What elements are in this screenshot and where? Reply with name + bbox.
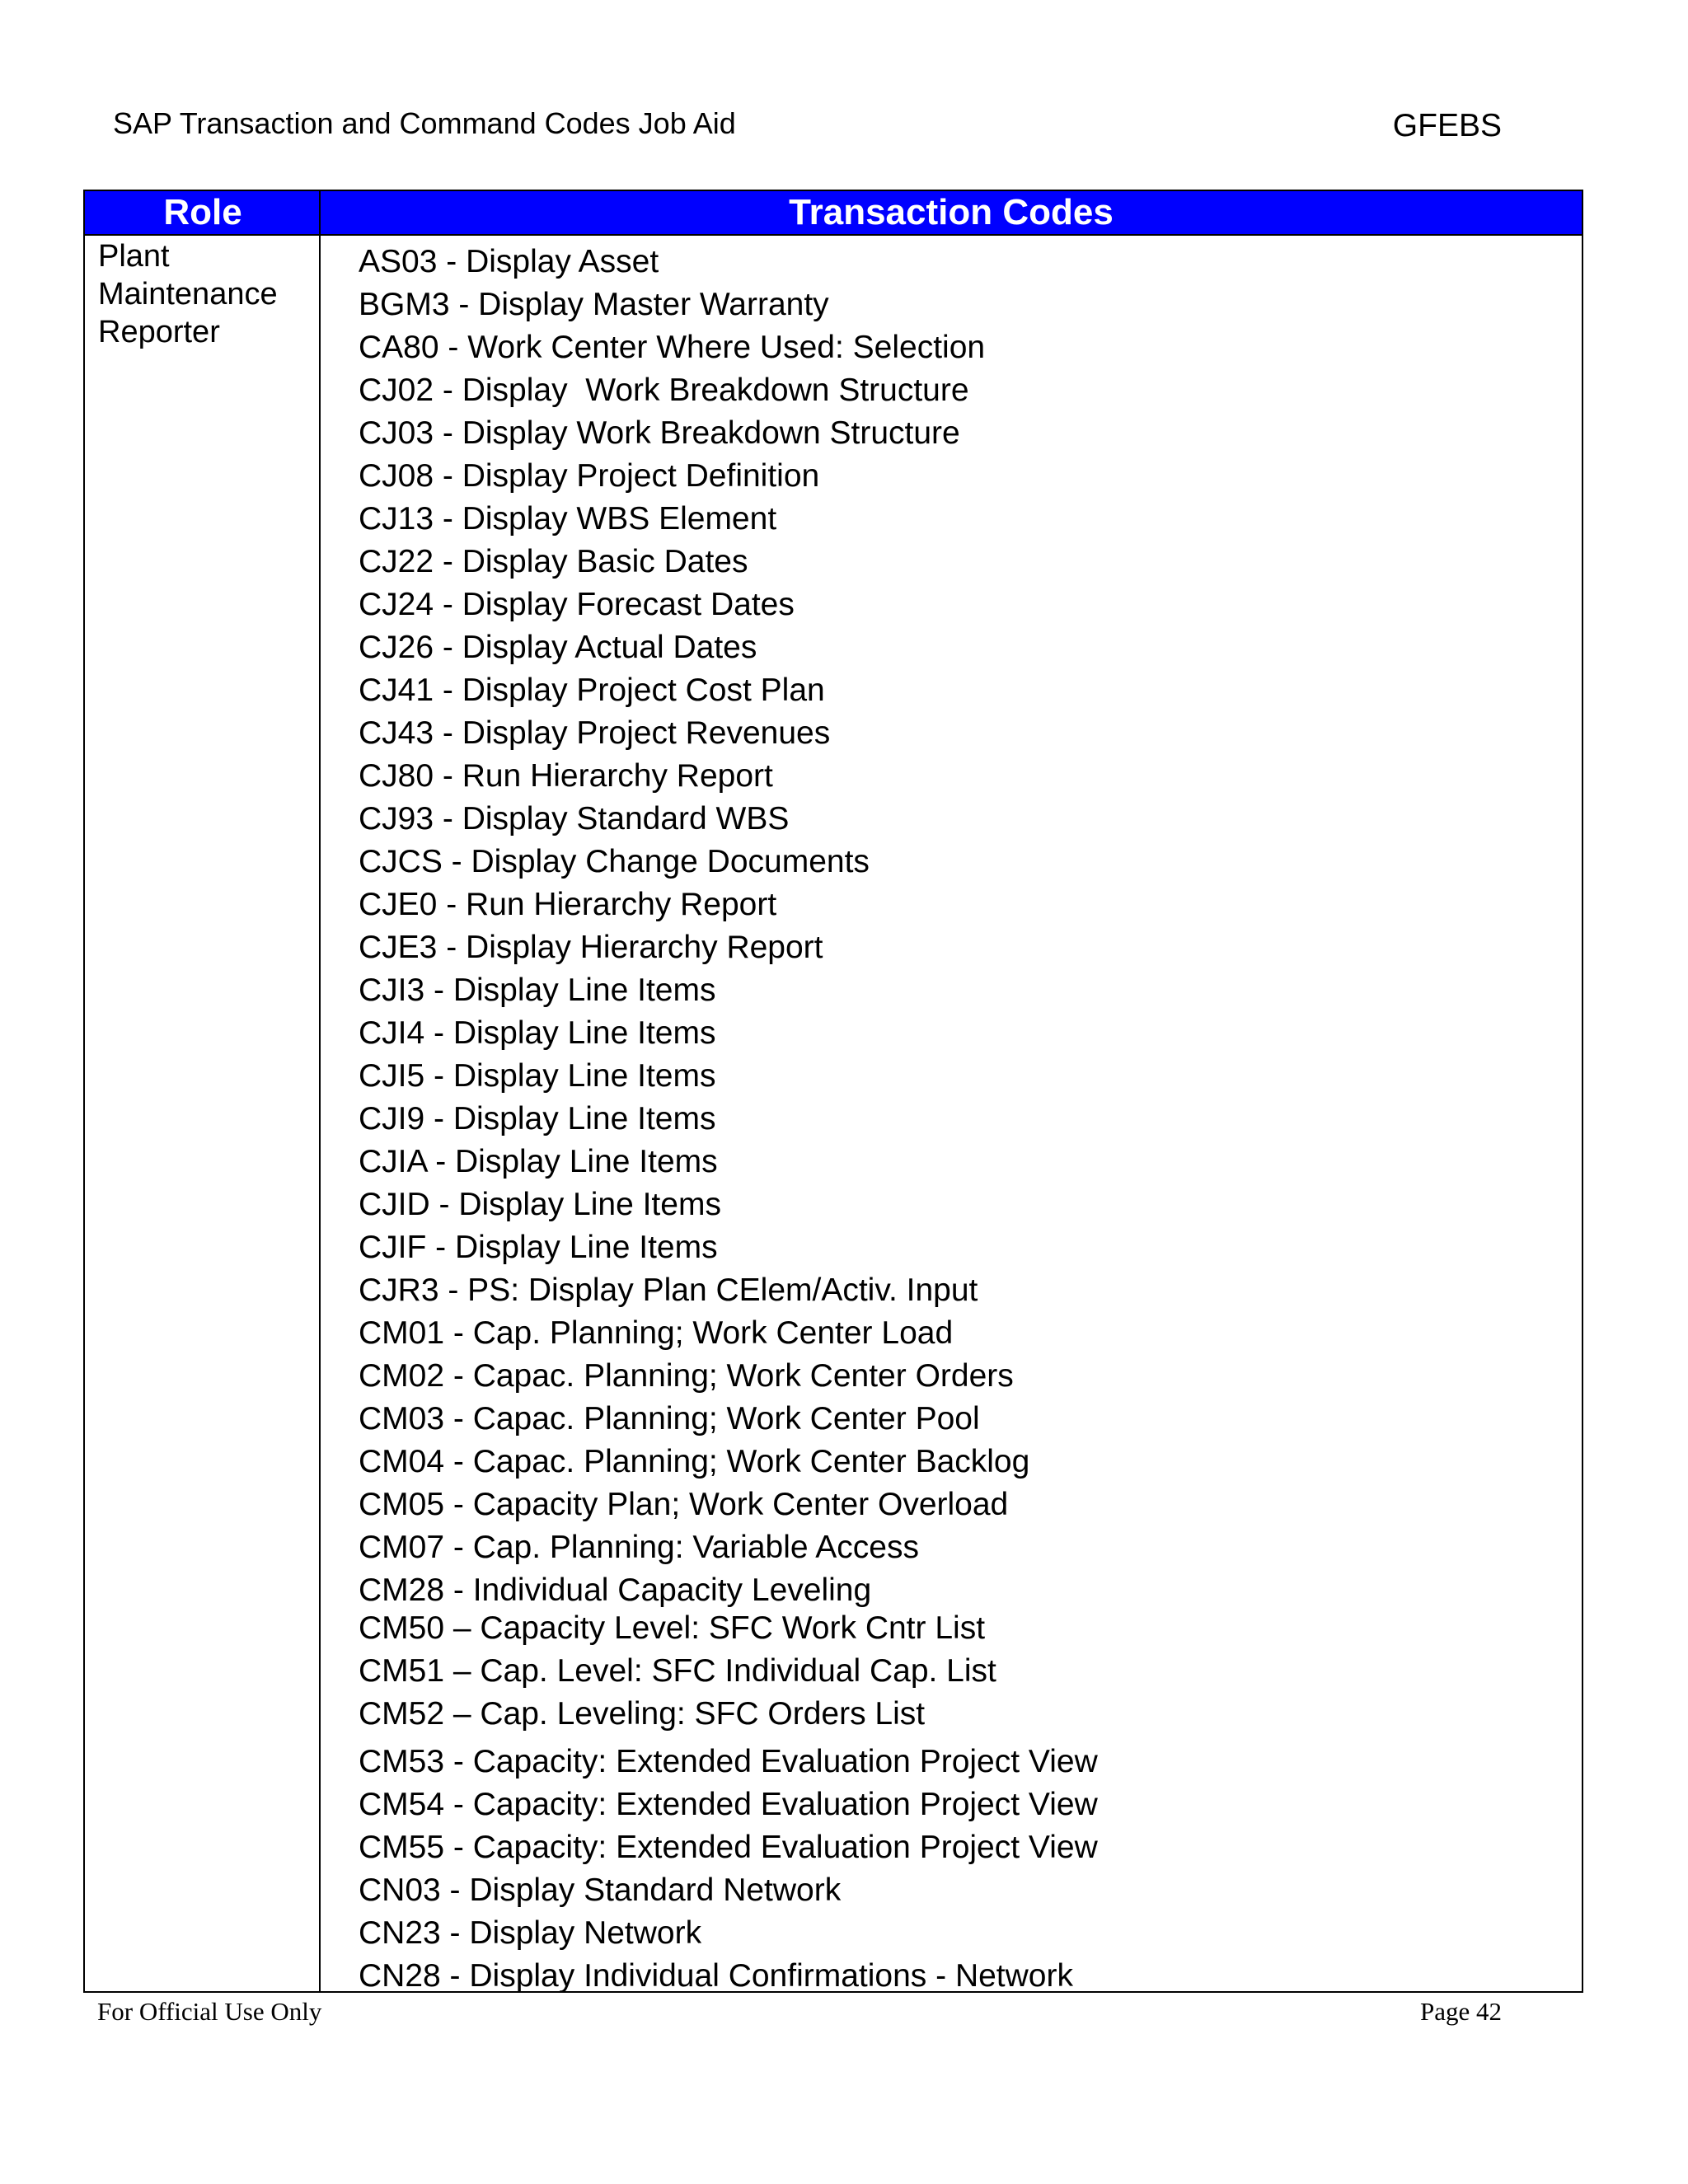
- list-item: CJ43 - Display Project Revenues: [359, 715, 831, 751]
- column-divider: [319, 191, 321, 1991]
- list-item: CJI5 - Display Line Items: [359, 1058, 716, 1094]
- list-item: CM03 - Capac. Planning; Work Center Pool: [359, 1401, 980, 1436]
- transaction-codes-table: [83, 190, 1583, 1993]
- list-item: CJR3 - PS: Display Plan CElem/Activ. Input: [359, 1272, 978, 1308]
- list-item: CN28 - Display Individual Confirmations - Network: [359, 1958, 1073, 1994]
- transaction-codes-list: [359, 241, 1098, 1998]
- list-item: CA80 - Work Center Where Used: Selection: [359, 330, 986, 365]
- list-item: CJE0 - Run Hierarchy Report: [359, 887, 777, 922]
- list-item: CJ02 - Display Work Breakdown Structure: [359, 373, 969, 408]
- list-item: CJIF - Display Line Items: [359, 1230, 718, 1265]
- table-header-row: [85, 191, 1582, 236]
- column-header-transaction-codes: Transaction Codes: [789, 192, 1114, 232]
- list-item: CM53 - Capacity: Extended Evaluation Project View: [359, 1744, 1098, 1779]
- list-item: CJ03 - Display Work Breakdown Structure: [359, 415, 960, 451]
- list-item: CM05 - Capacity Plan; Work Center Overload: [359, 1487, 1009, 1522]
- list-item: CJ08 - Display Project Definition: [359, 458, 820, 494]
- list-item: CM54 - Capacity: Extended Evaluation Project View: [359, 1787, 1098, 1822]
- column-header-role: Role: [163, 192, 242, 232]
- list-item: CJI3 - Display Line Items: [359, 972, 716, 1008]
- list-item: CJIA - Display Line Items: [359, 1144, 718, 1179]
- list-item: CJ26 - Display Actual Dates: [359, 630, 757, 665]
- list-item: CJ93 - Display Standard WBS: [359, 801, 790, 837]
- list-item: CM01 - Cap. Planning; Work Center Load: [359, 1315, 954, 1351]
- list-item: AS03 - Display Asset: [359, 244, 659, 279]
- role-line: Maintenance: [98, 277, 278, 312]
- list-item: CM55 - Capacity: Extended Evaluation Project View: [359, 1830, 1098, 1865]
- list-item: BGM3 - Display Master Warranty: [359, 287, 829, 322]
- list-item: CN03 - Display Standard Network: [359, 1872, 842, 1908]
- role-line: Plant: [98, 239, 170, 274]
- list-item: CJ24 - Display Forecast Dates: [359, 587, 795, 622]
- list-item: CJ22 - Display Basic Dates: [359, 544, 748, 579]
- system-name: GFEBS: [1392, 108, 1502, 143]
- list-item: CJE3 - Display Hierarchy Report: [359, 930, 823, 965]
- list-item: CM28 - Individual Capacity Leveling: [359, 1572, 872, 1608]
- list-item: CN23 - Display Network: [359, 1915, 702, 1951]
- list-item: CJID - Display Line Items: [359, 1187, 721, 1222]
- list-item: CJ41 - Display Project Cost Plan: [359, 673, 825, 708]
- list-item: CJI9 - Display Line Items: [359, 1101, 716, 1137]
- list-item: CM02 - Capac. Planning; Work Center Orders: [359, 1358, 1014, 1394]
- list-item: CM07 - Cap. Planning: Variable Access: [359, 1530, 919, 1565]
- footer-classification: For Official Use Only: [97, 1997, 322, 2026]
- role-cell: [98, 237, 312, 351]
- list-item: CM50 – Capacity Level: SFC Work Cntr List: [359, 1610, 986, 1646]
- role-line: Reporter: [98, 315, 220, 349]
- list-item: CJI4 - Display Line Items: [359, 1015, 716, 1051]
- list-item: CJ13 - Display WBS Element: [359, 501, 777, 537]
- footer-page-number: Page 42: [1419, 1997, 1502, 2026]
- list-item: CM51 – Cap. Level: SFC Individual Cap. List: [359, 1653, 996, 1689]
- list-item: CJ80 - Run Hierarchy Report: [359, 758, 773, 794]
- list-item: CM52 – Cap. Leveling: SFC Orders List: [359, 1696, 926, 1732]
- list-item: CJCS - Display Change Documents: [359, 844, 870, 879]
- list-item: CM04 - Capac. Planning; Work Center Backlog: [359, 1444, 1030, 1479]
- document-title: SAP Transaction and Command Codes Job Aid: [113, 106, 736, 140]
